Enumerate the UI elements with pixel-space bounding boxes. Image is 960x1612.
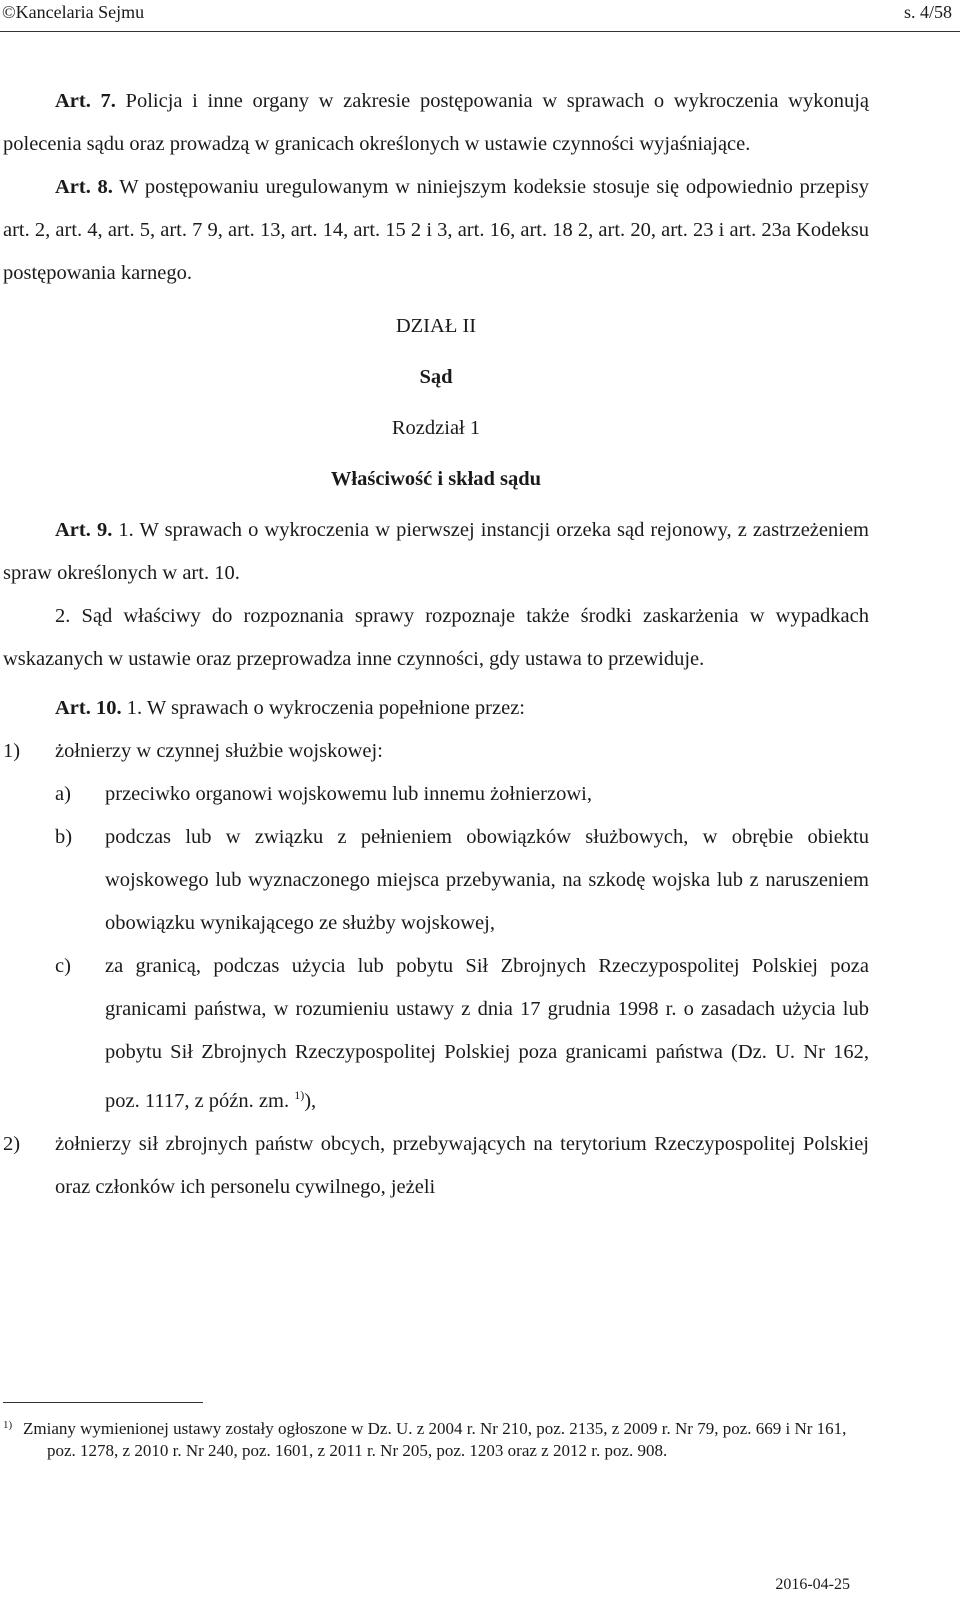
header-page-number: s. 4/58 [903,2,952,22]
sub-list-item-text: za granicą, podczas użycia lub pobytu Sił Zbrojnych Rzeczypospolitej Polskiej poza granicami państwa, w rozumieniu ustawy z dnia 17 grudnia 1998 r. o zasadach użycia lub pobytu Sił Zbrojnych Rzeczypospolitej Polskiej poza granicami państwa (Dz. U. Nr 162, poz. 1117, z późn. zm. [105,955,869,1112]
sub-list-item-letter: b) [55,826,73,848]
sub-list-item-letter: c) [55,955,71,977]
article-9-label: Art. 9. [55,519,113,541]
article-9-p1-text: 1. W sprawach o wykroczenia w pierwszej instancji orzeka sąd rejonowy, z zastrzeżeniem spraw określonych w art. 10. [3,519,869,584]
article-8 [3,166,869,295]
sub-list-item-text: podczas lub w związku z pełnieniem obowiązków służbowych, w obrębie obiektu wojskowego lub wyznaczonego miejsca przebywania, na szkodę wojska lub z naruszeniem obowiązku wynikającego ze służby wojskowej, [105,826,869,934]
list-item-text: żołnierzy w czynnej służbie wojskowej: [55,740,383,762]
sub-list-item [55,945,869,1123]
article-10-intro [3,687,869,730]
article-9-paragraph-2 [3,595,869,681]
division-heading: DZIAŁ II [395,315,477,337]
sub-list-item [55,773,869,816]
sub-list-item-tail: ), [304,1089,317,1112]
division-title: Sąd [419,366,453,388]
list-item [3,730,869,773]
page-header [0,0,960,30]
chapter-heading: Rozdział 1 [391,417,481,439]
sub-list-item-text: przeciwko organowi wojskowemu lub innemu żołnierzowi, [105,783,592,805]
article-7-text: Policja i inne organy w zakresie postępowania w sprawach o wykroczenia wykonują polecenia sądu oraz prowadzą w granicach określonych w ustawie czynności wyjaśniające. [3,90,869,155]
article-9-paragraph-1 [3,509,869,595]
article-8-text: W postępowaniu uregulowanym w niniejszym kodeksie stosuje się odpowiednio przepisy art. 2, art. 4, art. 5, art. 7 9, art. 13, art. 14, art. 15 2 i 3, art. 16, art. 18 2, art. 20, art. 23 i art. 23a Kodeksu postępowania karnego. [3,176,870,284]
article-7 [3,80,869,166]
footnote-rule [3,1402,203,1403]
footnote [3,1418,863,1462]
header-source: ©Kancelaria Sejmu [2,2,145,22]
list-item [3,1123,869,1209]
article-9-p2-text: 2. Sąd właściwy do rozpoznania sprawy rozpoznaje także środki zaskarżenia w wypadkach wskazanych w ustawie oraz przeprowadza inne czynności, gdy ustawa to przewiduje. [3,605,869,670]
article-7-label: Art. 7. [55,90,116,112]
list-item-number: 1) [3,740,21,762]
header-rule [0,31,960,32]
article-8-label: Art. 8. [55,176,113,198]
footnote-text: Zmiany wymienionej ustawy zostały ogłoszone w Dz. U. z 2004 r. Nr 210, poz. 2135, z 2009 r. Nr 79, poz. 669 i Nr 161, poz. 1278, z 2010 r. Nr 240, poz. 1601, z 2011 r. Nr 205, poz. 1203 oraz z 2012 r. poz. 908. [23,1419,847,1460]
sub-list-item [55,816,869,945]
list-item-text: żołnierzy sił zbrojnych państw obcych, przebywających na terytorium Rzeczypospolitej Polskiej oraz członków ich personelu cywilnego, jeżeli [55,1132,869,1198]
article-10-label: Art. 10. [55,697,122,719]
article-10-intro-text: 1. W sprawach o wykroczenia popełnione przez: [121,697,526,719]
chapter-title: Właściwość i skład sądu [330,468,542,490]
list-item-number: 2) [3,1132,21,1155]
document-body [3,80,869,1209]
sub-list-item-letter: a) [55,783,71,805]
footnote-mark: 1) [3,1419,13,1431]
document-date: 2016-04-25 [775,1576,850,1593]
sub-list-item-text-wrap [105,945,869,1123]
footnote-reference: 1) [294,1088,305,1102]
